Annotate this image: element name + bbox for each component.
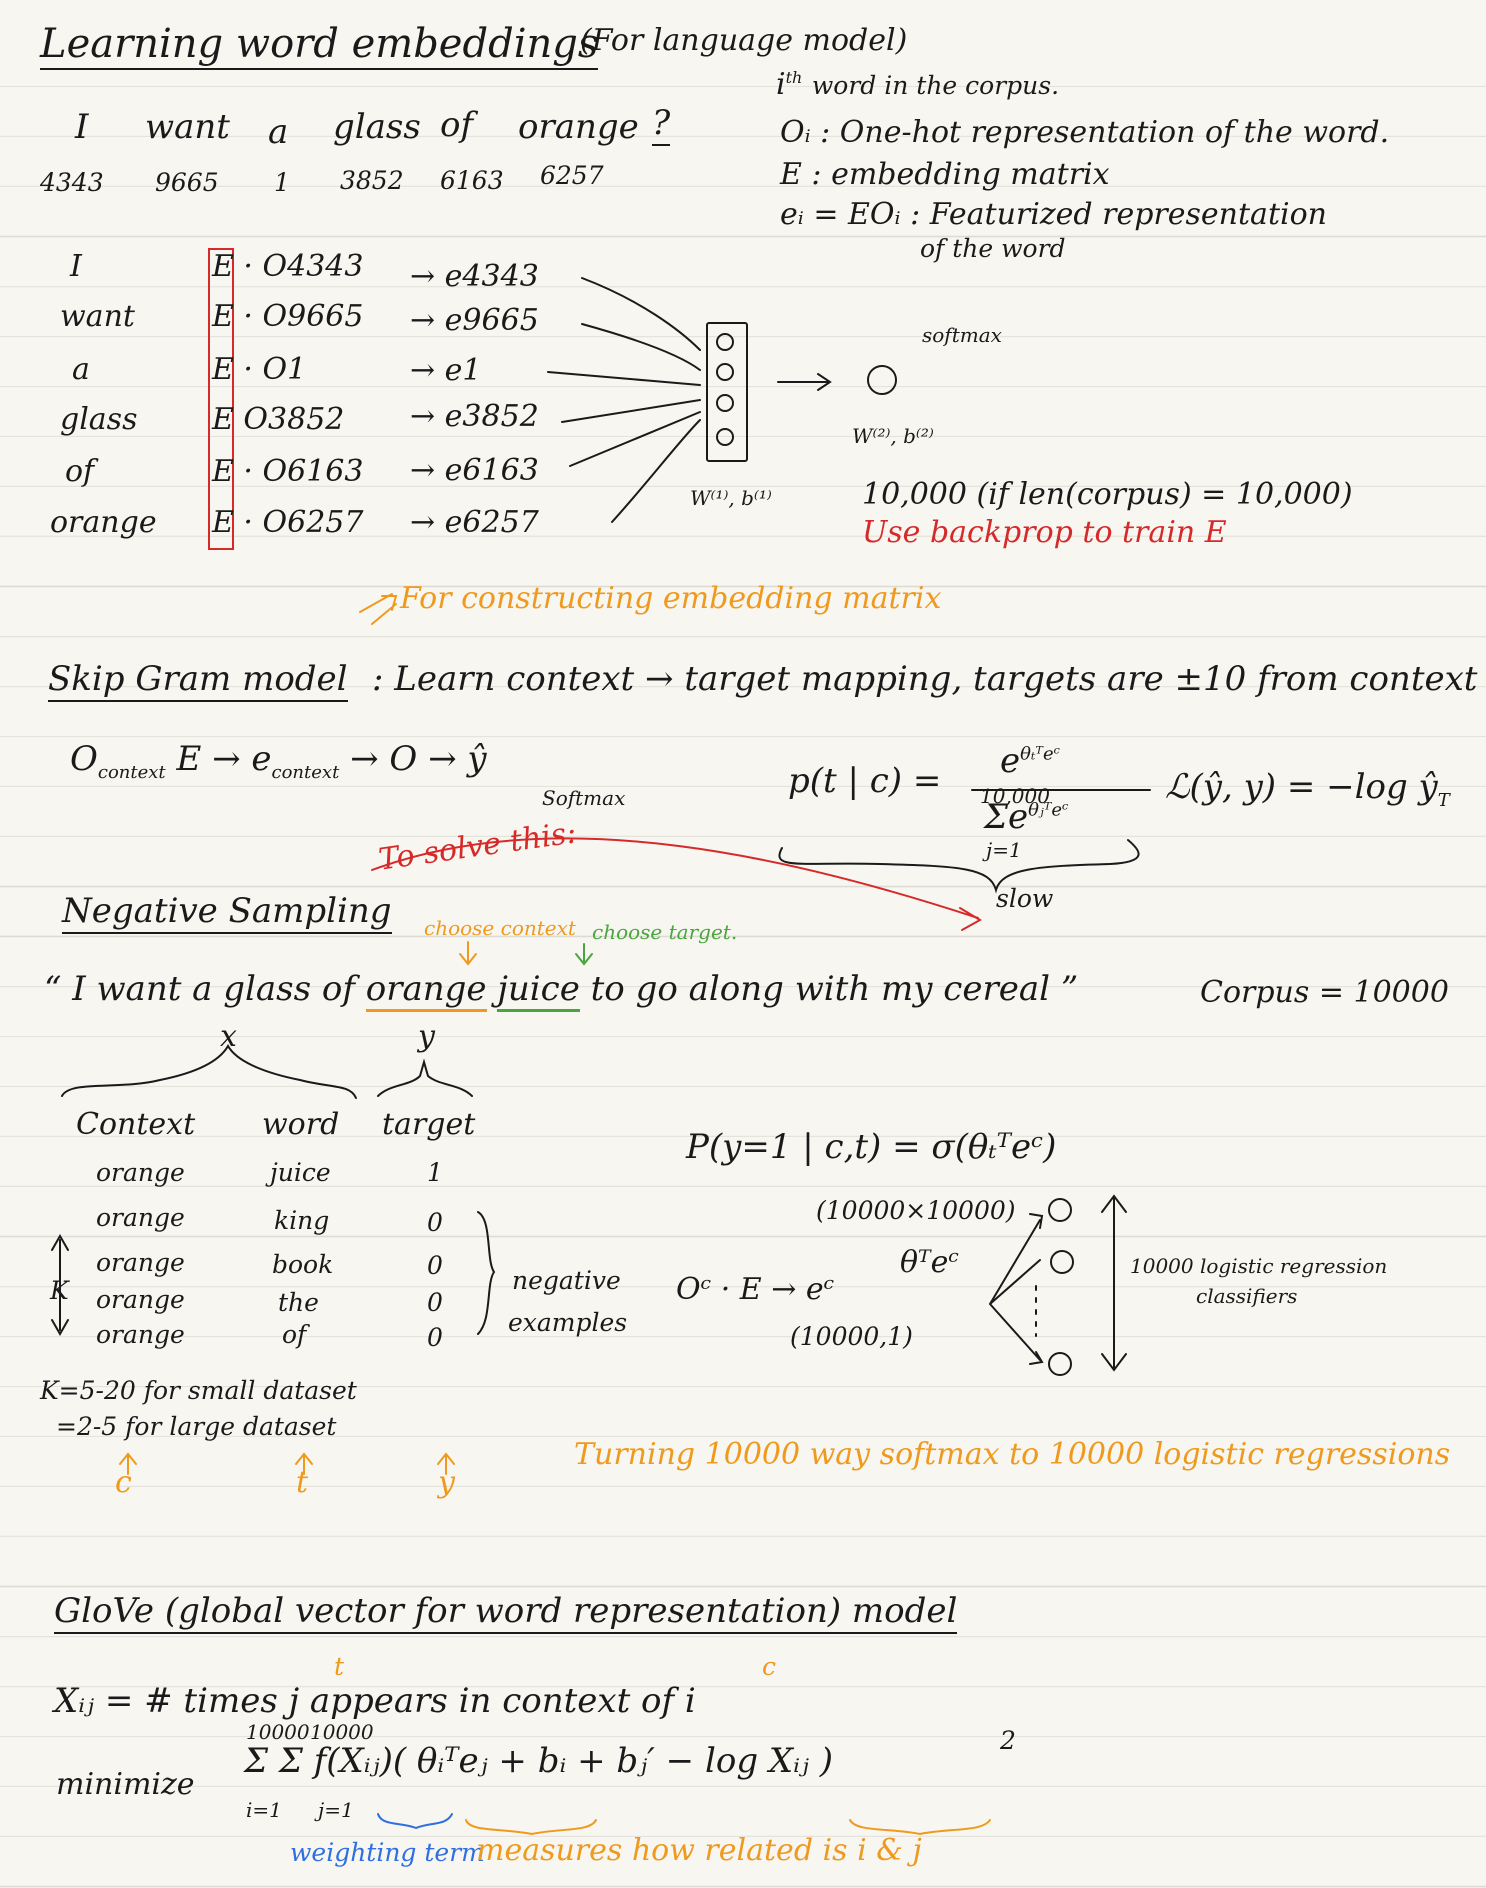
prob-lhs: p(t | c) = xyxy=(788,761,942,801)
table-header: Context xyxy=(76,1107,196,1142)
table-word: juice xyxy=(270,1158,331,1187)
section-subtitle: (For language model) xyxy=(580,23,908,58)
row-word: want xyxy=(60,299,135,334)
prob-den-bot: j=1 xyxy=(986,838,1022,862)
table-word: book xyxy=(272,1250,334,1279)
k-large: =2-5 for large dataset xyxy=(56,1412,337,1441)
solve-arrowhead xyxy=(960,908,980,930)
square-exponent: 2 xyxy=(1000,1726,1016,1755)
section-title-skip-gram: Skip Gram model xyxy=(48,662,348,702)
sum-top-i: 10000 xyxy=(246,1720,310,1744)
table-target: 1 xyxy=(427,1158,443,1187)
context-arrow xyxy=(460,942,476,964)
to-solve-note: To solve this: xyxy=(376,815,579,878)
sigmoid-prob: P(y=1 | c,t) = σ(θₜᵀeᶜ) xyxy=(686,1127,1057,1167)
fan-line-4 xyxy=(562,400,700,422)
fan-line-3 xyxy=(548,372,700,385)
sentence-word: glass xyxy=(333,107,421,147)
slow-brace xyxy=(779,840,1138,890)
table-context: orange xyxy=(96,1285,185,1314)
k-label: K xyxy=(50,1276,69,1305)
row-word: of xyxy=(65,454,95,489)
construct-arrow xyxy=(360,594,396,624)
fan-line-2 xyxy=(582,324,700,370)
section-title-word-embeddings: Learning word embeddings xyxy=(40,24,598,70)
example-sentence: “ I want a glass of orange juice to go along with my cereal ” xyxy=(44,972,1078,1006)
row-embedding: → e6163 xyxy=(410,453,539,488)
row-onehot: E · O4343 xyxy=(212,249,364,284)
table-target: 0 xyxy=(427,1323,443,1352)
output-size: 10,000 (if len(corpus) = 10,000) xyxy=(862,477,1353,512)
w2-b2-label: W⁽²⁾, b⁽²⁾ xyxy=(852,424,934,448)
logistic-node xyxy=(1049,1353,1071,1375)
sentence-word: I xyxy=(75,107,89,147)
table-word: king xyxy=(274,1206,330,1235)
prob-num: $e^{\theta_tᵀeᶜ}$ xyxy=(1000,741,1060,781)
fan-line-1 xyxy=(582,278,700,350)
x-brace xyxy=(62,1046,356,1098)
row-onehot: E · O1 xyxy=(212,352,307,387)
row-onehot: E O3852 xyxy=(212,402,345,437)
table-target: 0 xyxy=(427,1208,443,1237)
table-context: orange xyxy=(96,1248,185,1277)
choose-context-label: choose context xyxy=(424,916,576,940)
def-ith: $i^{th}$ word in the corpus. xyxy=(776,67,1060,102)
target-arrow xyxy=(576,944,592,964)
table-target: 0 xyxy=(427,1288,443,1317)
classifiers-label: classifiers xyxy=(1196,1284,1298,1308)
sentence-word: ? xyxy=(652,106,670,146)
log-brace xyxy=(850,1820,990,1834)
weighting-term-label: weighting term xyxy=(290,1838,485,1867)
skip-flow: $O_{context}$ $E \to e_{context} \to O$ → ŷ xyxy=(70,739,487,783)
row-word: orange xyxy=(50,505,157,540)
def-featurized-2: of the word xyxy=(920,234,1066,263)
row-embedding: → e9665 xyxy=(410,303,539,338)
softmax-label: softmax xyxy=(922,323,1002,347)
row-embedding: → e4343 xyxy=(410,259,539,294)
table-header: target xyxy=(382,1107,476,1142)
k-small: K=5-20 for small dataset xyxy=(40,1376,357,1405)
softmax-node xyxy=(868,366,896,394)
table-context: orange xyxy=(96,1203,185,1232)
word-index: 1 xyxy=(274,168,290,197)
word-index: 4343 xyxy=(40,168,104,197)
oc-e: Oᶜ · E → eᶜ xyxy=(676,1272,835,1307)
table-word: the xyxy=(278,1288,319,1317)
word-index: 6257 xyxy=(540,161,604,190)
row-word: glass xyxy=(60,402,138,437)
y-mark: y xyxy=(438,1465,455,1500)
vector-dim: (10000,1) xyxy=(790,1322,913,1351)
table-context: orange xyxy=(96,1320,185,1349)
c-marker: c xyxy=(762,1652,777,1681)
row-embedding: → e6257 xyxy=(410,505,539,540)
skip-softmax-label: Softmax xyxy=(542,786,626,810)
row-embedding: → e1 xyxy=(410,353,482,388)
skip-gram-desc: : Learn context → target mapping, targets are ±10 from context xyxy=(372,659,1478,699)
row-word: a xyxy=(72,352,90,387)
c-mark: c xyxy=(115,1465,132,1500)
table-header: word xyxy=(262,1107,340,1142)
prob-den: $\Sigma e^{\theta ⱼᵀeᶜ}$ xyxy=(984,797,1069,837)
negative-label: negative xyxy=(512,1266,621,1295)
theta-ec: θᵀeᶜ xyxy=(900,1245,959,1280)
arrow-to-softmax xyxy=(778,374,830,390)
slow-label: slow xyxy=(996,884,1054,913)
corpus-size: Corpus = 10000 xyxy=(1200,975,1449,1010)
def-embedding-matrix: E : embedding matrix xyxy=(780,157,1110,192)
backprop-note: Use backprop to train E xyxy=(862,515,1227,550)
glove-objective: Σ Σ f(Xᵢⱼ)( θᵢᵀeⱼ + bᵢ + bⱼ′ − log Xᵢⱼ ) xyxy=(244,1741,833,1781)
classifier-arrows xyxy=(990,1214,1042,1364)
sum-bot-j: j=1 xyxy=(318,1798,354,1822)
t-mark: t xyxy=(296,1465,309,1500)
sentence-word: of xyxy=(440,105,474,145)
table-target: 0 xyxy=(427,1251,443,1280)
xij-definition: Xᵢⱼ = # times j appears in context of i xyxy=(54,1681,696,1721)
choose-target-label: choose target. xyxy=(592,920,738,944)
prob-den-top: 10,000 xyxy=(980,784,1050,808)
section-title-negative-sampling: Negative Sampling xyxy=(62,894,392,934)
examples-label: examples xyxy=(508,1308,628,1337)
word-index: 3852 xyxy=(340,166,404,195)
sentence-word: orange xyxy=(518,107,639,147)
measures-label: measures how related is i & j xyxy=(476,1833,922,1868)
row-embedding: → e3852 xyxy=(410,399,539,434)
logistic-node xyxy=(1051,1251,1073,1273)
logistic-node xyxy=(1049,1199,1071,1221)
x-label: x xyxy=(220,1019,237,1054)
matrix-dim: (10000×10000) xyxy=(816,1196,1016,1225)
fan-line-6 xyxy=(612,420,700,522)
table-word: of xyxy=(282,1320,307,1349)
word-index: 6163 xyxy=(440,166,504,195)
y-label: y xyxy=(418,1019,435,1054)
row-onehot: E · O9665 xyxy=(212,299,364,334)
minimize-label: minimize xyxy=(56,1767,195,1802)
word-index: 9665 xyxy=(155,168,219,197)
y-brace xyxy=(378,1062,472,1096)
sum-top-j: 10000 xyxy=(310,1720,374,1744)
sum-bot-i: i=1 xyxy=(246,1798,282,1822)
negative-brace xyxy=(478,1212,494,1334)
t-marker: t xyxy=(334,1652,345,1681)
w1-b1-label: W⁽¹⁾, b⁽¹⁾ xyxy=(690,486,772,510)
construct-note: For constructing embedding matrix xyxy=(400,581,942,616)
theta-brace xyxy=(466,1820,596,1834)
row-word: I xyxy=(70,249,82,284)
logreg-label: 10000 logistic regression xyxy=(1130,1254,1388,1278)
section-title-glove: GloVe (global vector for word representation) model xyxy=(54,1594,957,1634)
classifiers-arrow xyxy=(1102,1196,1126,1370)
turning-note: Turning 10000 way softmax to 10000 logistic regressions xyxy=(574,1437,1451,1472)
def-featurized: eᵢ = EOᵢ : Featurized representation xyxy=(780,197,1327,232)
loss-function: ℒ(ŷ, y) = −log $ŷ_T$ xyxy=(1165,767,1450,811)
fan-line-5 xyxy=(570,412,700,466)
weighting-brace xyxy=(378,1814,452,1828)
row-onehot: E · O6163 xyxy=(212,454,364,489)
hidden-layer-vector xyxy=(706,322,748,462)
sentence-word: a xyxy=(268,112,289,152)
row-onehot: E · O6257 xyxy=(212,505,364,540)
def-onehot: Oᵢ : One-hot representation of the word. xyxy=(780,115,1390,150)
sentence-word: want xyxy=(145,107,230,147)
table-context: orange xyxy=(96,1158,185,1187)
